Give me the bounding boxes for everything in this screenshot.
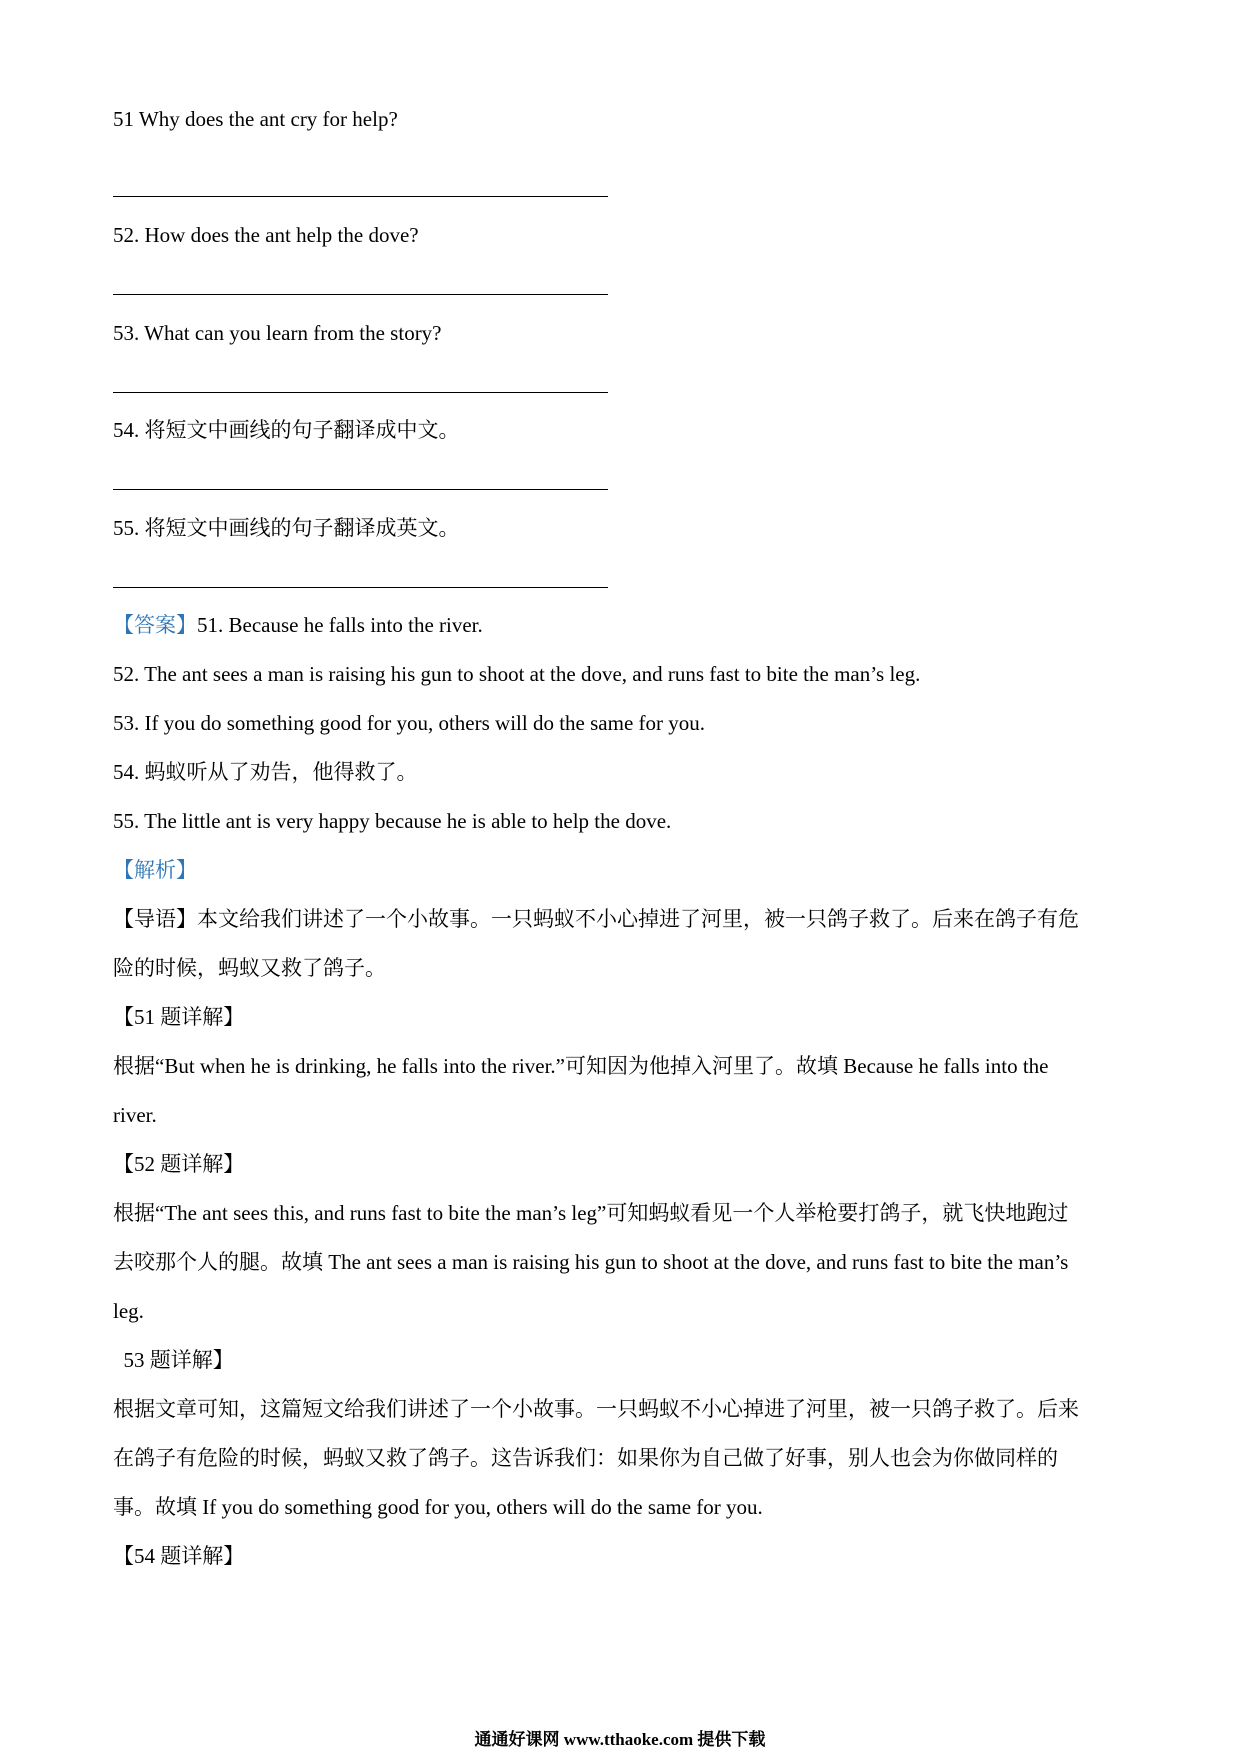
answer-label: 【答案】: [113, 613, 197, 637]
intro-line-2: 险的时候，蚂蚁又救了鸽子。: [113, 956, 386, 980]
answer-line-51: [113, 196, 608, 197]
section-52-heading: 【52 题详解】: [113, 1152, 245, 1176]
page-footer: 通通好课网 www.tthaoke.com 提供下载: [474, 1730, 766, 1749]
question-55: 55. 将短文中画线的句子翻译成英文。: [113, 516, 460, 540]
section-52-line-3: leg.: [113, 1299, 144, 1323]
section-51-heading: 【51 题详解】: [113, 1005, 245, 1029]
section-51-line-2: river.: [113, 1103, 157, 1127]
intro-line-1: 【导语】本文给我们讲述了一个小故事。一只蚂蚁不小心掉进了河里，被一只鸽子救了。后来在鸽子有危: [113, 907, 1079, 931]
question-51: 51 Why does the ant cry for help?: [113, 107, 398, 131]
section-54-heading: 【54 题详解】: [113, 1544, 245, 1568]
answer-54: 54. 蚂蚁听从了劝告，他得救了。: [113, 760, 418, 784]
section-53-line-2: 在鸽子有危险的时候，蚂蚁又救了鸽子。这告诉我们：如果你为自己做了好事，别人也会为你做同样的: [113, 1446, 1058, 1470]
answer-line-54: [113, 489, 608, 490]
answer-line-53: [113, 392, 608, 393]
section-53-line-3: 事。故填 If you do something good for you, others will do the same for you.: [113, 1495, 763, 1519]
question-54: 54. 将短文中画线的句子翻译成中文。: [113, 418, 460, 442]
answer-53: 53. If you do something good for you, others will do the same for you.: [113, 711, 705, 735]
question-53: 53. What can you learn from the story?: [113, 321, 442, 345]
answer-55: 55. The little ant is very happy because he is able to help the dove.: [113, 809, 672, 833]
question-52: 52. How does the ant help the dove?: [113, 223, 419, 247]
section-51-line-1: 根据“But when he is drinking, he falls into the river.”可知因为他掉入河里了。故填 Because he falls into the: [113, 1054, 1049, 1078]
answer-52: 52. The ant sees a man is raising his gun to shoot at the dove, and runs fast to bite the man’s leg.: [113, 662, 921, 686]
section-52-line-1: 根据“The ant sees this, and runs fast to bite the man’s leg”可知蚂蚁看见一个人举枪要打鸽子，就飞快地跑过: [113, 1201, 1069, 1225]
answer-line-55: [113, 587, 608, 588]
answer-line-52: [113, 294, 608, 295]
section-53-heading: 53 题详解】: [113, 1348, 234, 1372]
section-53-line-1: 根据文章可知，这篇短文给我们讲述了一个小故事。一只蚂蚁不小心掉进了河里，被一只鸽子救了。后来: [113, 1397, 1079, 1421]
answer-51: 51. Because he falls into the river.: [197, 613, 483, 637]
answer-line-1: [113, 610, 483, 640]
analysis-label: 【解析】: [113, 858, 197, 882]
section-52-line-2: 去咬那个人的腿。故填 The ant sees a man is raising his gun to shoot at the dove, and runs fast to bite the man’s: [113, 1250, 1069, 1274]
